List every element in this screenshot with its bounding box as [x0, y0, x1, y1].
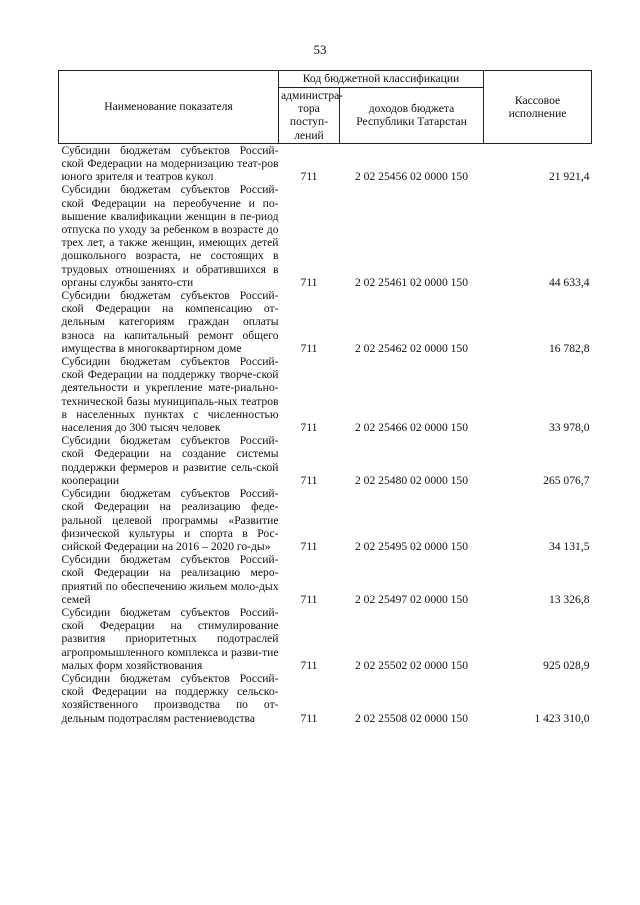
- row-amount: 33 978,0: [548, 421, 590, 435]
- row-amount: 1 423 310,0: [534, 711, 590, 725]
- row-admin-code: 711: [300, 275, 318, 289]
- row-amount: 13 326,8: [548, 592, 590, 606]
- row-amount: 34 131,5: [548, 539, 590, 553]
- header-name: Наименование показателя: [59, 71, 279, 144]
- row-revenue-code: 2 02 25466 02 0000 150: [354, 421, 469, 435]
- row-admin-code: 711: [300, 592, 318, 606]
- table-header: [59, 71, 592, 144]
- header-admin: администра-тора поступ-лений: [279, 88, 340, 144]
- row-name: Субсидии бюджетам субъектов Россий-ской Федерации на реализацию меро-приятий по обеспечению жильем моло-дых семей: [61, 553, 279, 606]
- table-row: [59, 487, 592, 553]
- row-name: Субсидии бюджетам субъектов Россий-ской Федерации на поддержку творче-ской деятельности и укрепление мате-риально-технической базы муниципаль-ных театров в населенных пунктах с численностью населения до 300 тысяч человек: [61, 355, 279, 435]
- row-amount: 925 028,9: [543, 658, 590, 672]
- row-admin-code: 711: [300, 658, 318, 672]
- row-amount: 16 782,8: [548, 341, 590, 355]
- row-revenue-code: 2 02 25508 02 0000 150: [354, 711, 469, 725]
- row-name: Субсидии бюджетам субъектов Россий-ской Федерации на модернизацию теат-ров юного зрителя и театров кукол: [61, 143, 279, 184]
- header-revenue: доходов бюджета Республики Татарстан: [340, 88, 484, 144]
- row-revenue-code: 2 02 25502 02 0000 150: [354, 658, 469, 672]
- table-row: [59, 355, 592, 434]
- row-admin-code: 711: [300, 539, 318, 553]
- table-row: [59, 606, 592, 672]
- budget-table: [58, 70, 592, 725]
- row-admin-code: 711: [300, 711, 318, 725]
- row-admin-code: 711: [300, 341, 318, 355]
- row-admin-code: 711: [300, 421, 318, 435]
- row-revenue-code: 2 02 25461 02 0000 150: [354, 275, 469, 289]
- row-name: Субсидии бюджетам субъектов Россий-ской Федерации на стимулирование развития приоритетных подотраслей агропромышленного комплекса и разви-тие малых форм хозяйствования: [61, 605, 279, 672]
- table-row: [59, 672, 592, 725]
- table-row: [59, 143, 592, 183]
- row-name: Субсидии бюджетам субъектов Россий-ской Федерации на поддержку сельско-хозяйственного производства по от-дельным подотраслям растениеводства: [61, 671, 279, 725]
- row-amount: 265 076,7: [543, 473, 590, 487]
- page-number: 53: [313, 42, 327, 57]
- row-amount: 44 633,4: [548, 275, 590, 289]
- table-row: [59, 434, 592, 487]
- table-row: [59, 553, 592, 606]
- row-name: Субсидии бюджетам субъектов Россий-ской Федерации на переобучение и по-вышение квалификации женщин в пе-риод отпуска по уходу за ребенком в возрасте до трех лет, а также женщин, имеющих детей дошкольного возраста, не состоящих в трудовых отношениях и обратившихся в органы службы занято-сти: [61, 183, 279, 289]
- row-name: Субсидии бюджетам субъектов Россий-ской Федерации на создание системы поддержки фермеров и развитие сель-ской кооперации: [61, 434, 279, 487]
- row-name: Субсидии бюджетам субъектов Россий-ской Федерации на компенсацию от-дельным категориям граждан оплаты взноса на капитальный ремонт общего имущества в многоквартирном доме: [61, 289, 279, 355]
- row-revenue-code: 2 02 25462 02 0000 150: [354, 341, 469, 355]
- row-amount: 21 921,4: [548, 170, 590, 184]
- row-admin-code: 711: [300, 170, 318, 184]
- table-row: [59, 289, 592, 355]
- table-row: [59, 183, 592, 289]
- header-code-group: Код бюджетной классификации: [279, 71, 484, 88]
- header-amount: Кассовое исполнение: [484, 71, 592, 144]
- row-revenue-code: 2 02 25480 02 0000 150: [354, 473, 469, 487]
- row-admin-code: 711: [300, 473, 318, 487]
- row-revenue-code: 2 02 25497 02 0000 150: [354, 592, 469, 606]
- row-revenue-code: 2 02 25495 02 0000 150: [354, 539, 469, 553]
- row-revenue-code: 2 02 25456 02 0000 150: [354, 170, 469, 184]
- row-name: Субсидии бюджетам субъектов Россий-ской Федерации на реализацию феде-ральной целевой программы «Развитие физической культуры и спорта в Рос-сийской Федерации на 2016 – 2020 го-ды»: [61, 487, 279, 553]
- table-body: [59, 143, 592, 724]
